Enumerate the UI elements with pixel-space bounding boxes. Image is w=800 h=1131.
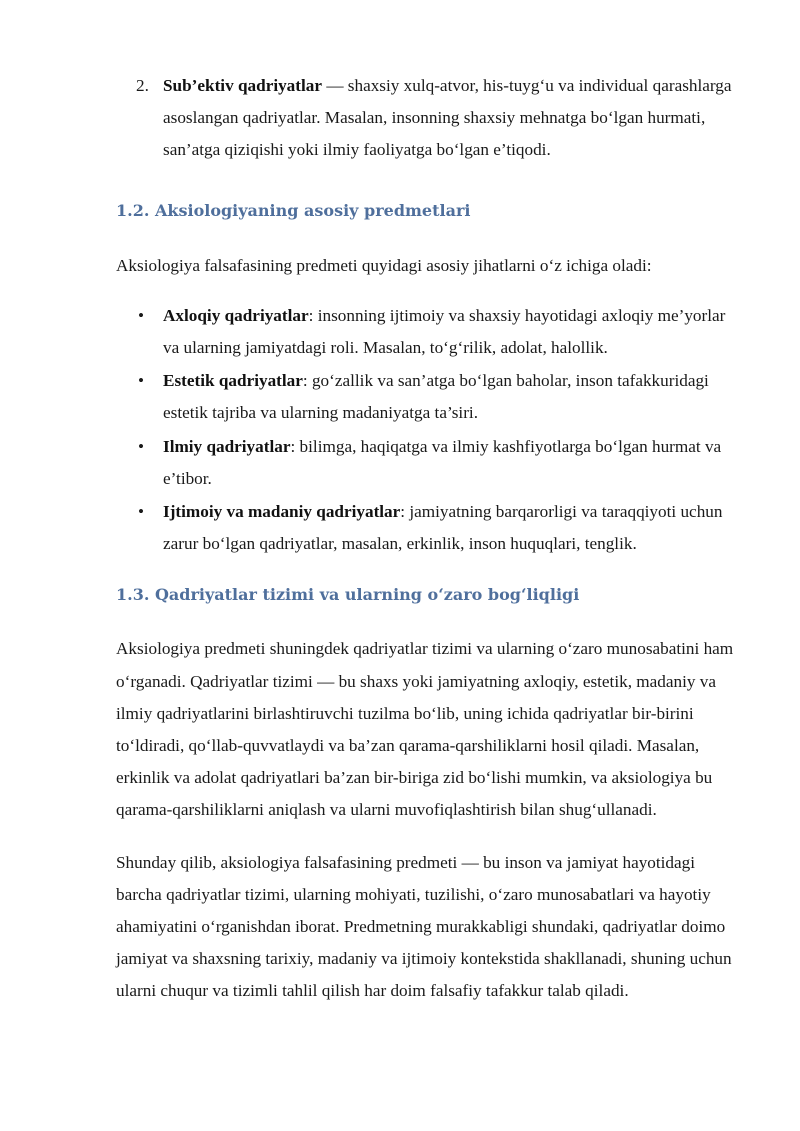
paragraph: Shunday qilib, aksiologiya falsafasining predmeti — bu inson va jamiyat hayotidagi barcha qadriyatlar tizimi, ularning mohiyati, tuzilishi, o‘zaro munosabatlari va hayotiy ahamiyatini o‘rganishdan iborat. Predmetning murakkabligi shundaki, qadriyatlar doimo jamiyat va shaxsning tarixiy, madaniy va ijtimoiy kontekstida shakllanadi, shuning uchun ularni chuqur va tizimli tahlil qilish har doim falsafiy tafakkur talab qiladi. [116,852,732,1001]
list-item [116,300,744,364]
bullet-icon: • [138,436,145,456]
list-item-text: : bilimga, haqiqatga va ilmiy kashfiyotlarga bo‘lgan hurmat va e’tibor. [163,436,722,488]
list-item-term: Ilmiy qadriyatlar [163,436,291,456]
list-item-term: Ijtimoiy va madaniy qadriyatlar [163,502,401,522]
list-item [116,496,744,560]
list-number: 2. [136,76,149,95]
list-item-term: Axloqiy qadriyatlar [163,305,309,325]
numbered-list-item [116,70,744,167]
section-heading-1-3: 1.3. Qadriyatlar tizimi va ularning o‘zaro bog‘liqligi [116,585,580,605]
bullet-list [116,300,744,561]
list-item [116,365,744,429]
bullet-icon: • [138,305,145,325]
list-item-term: Sub’ektiv qadriyatlar [163,76,323,95]
section-intro: Aksiologiya falsafasining predmeti quyidagi asosiy jihatlarni o‘z ichiga oladi: [116,255,652,275]
bullet-icon: • [138,371,145,391]
list-item-text: : insonning ijtimoiy va shaxsiy hayotidagi axloqiy me’yorlar va ularning jamiyatdagi roli. Masalan, to‘g‘rilik, adolat, halollik. [163,305,726,358]
list-item-term: Estetik qadriyatlar [163,371,303,391]
list-item-text: — shaxsiy xulq-atvor, his-tuyg‘u va individual qarashlarga asoslangan qadriyatlar. Masalan, insonning shaxsiy mehnatga bo‘lgan hurmati, san’atga qiziqishi yoki ilmiy faoliyatga bo‘lgan e’tiqodi. [163,76,732,160]
list-item-text: : jamiyatning barqarorligi va taraqqiyoti uchun zarur bo‘lgan qadriyatlar, masalan, erkinlik, inson huquqlari, tenglik. [163,502,723,554]
list-item [116,431,744,495]
document-page [116,70,744,1008]
paragraph: Aksiologiya predmeti shuningdek qadriyatlar tizimi va ularning o‘zaro munosabatini ham o‘rganadi. Qadriyatlar tizimi — bu shaxs yoki jamiyatning axloqiy, estetik, madaniy va ilmiy qadriyatlarini birlashtiruvchi tuzilma bo‘lib, uning ichida qadriyatlar bir-birini to‘ldiradi, qo‘llab-quvvatlaydi va ba’zan qarama-qarshiliklarni hosil qiladi. Masalan, erkinlik va adolat qadriyatlari ba’zan bir-biriga zid bo‘lishi mumkin, va aksiologiya bu qarama-qarshiliklarni aniqlash va ularni muvofiqlashtirish bilan shug‘ullanadi. [116,639,734,820]
list-item-text: : go‘zallik va san’atga bo‘lgan baholar, inson tafakkuridagi estetik tajriba va ularning madaniyatga ta’siri. [163,371,709,423]
section-heading-1-2: 1.2. Aksiologiyaning asosiy predmetlari [116,200,471,220]
bullet-icon: • [138,502,145,522]
